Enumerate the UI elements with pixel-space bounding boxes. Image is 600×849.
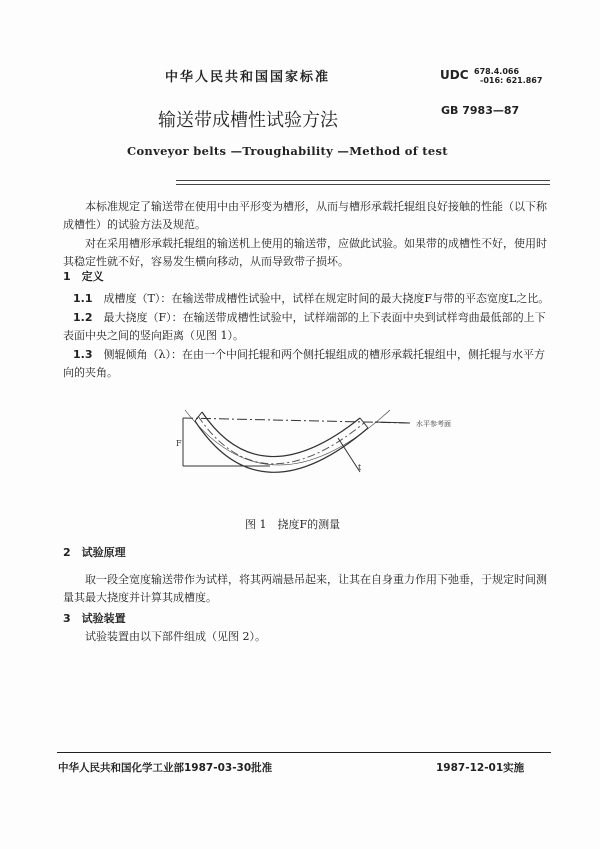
definition-item (63, 309, 553, 345)
item-text: 侧辊倾角（λ）：在由一个中间托辊和两个侧托辊组成的槽形承载托辊组中，侧托辊与水平方向的夹角。 (63, 348, 545, 379)
title-en: Conveyor belts —Troughability —Method of test (127, 144, 448, 158)
standard-type: 中华人民共和国国家标准 (165, 70, 331, 85)
section-paragraph: 取一段全宽度输送带作为试样，将其两端悬吊起来，让其在自身重力作用下弛垂，于规定时间测量其最大挠度并计算其成槽度。 (63, 573, 547, 604)
section-paragraph: 试验装置由以下部件组成（见图 2）。 (85, 630, 266, 643)
gb-number: GB 7983—87 (441, 104, 520, 117)
definition-item (63, 346, 553, 382)
footer-rule (57, 752, 551, 753)
item-text: 成槽度（T）：在输送带成槽性试验中，试样在规定时间的最大挠度F与带的平态宽度L之比。 (103, 292, 550, 305)
item-number: 1.1 (73, 292, 93, 305)
rule (176, 184, 550, 185)
udc-code-1: 678.4.066 (474, 67, 520, 76)
section-heading: 1 定义 (63, 270, 104, 283)
label-t: t (358, 463, 362, 472)
figure-caption: 图 1 挠度F的测量 (245, 518, 341, 531)
intro-paragraph: 本标准规定了输送带在使用中由平形变为槽形，从而与槽形承载托辊组良好接触的性能（以下称成槽性）的试验方法及规范。 (63, 200, 547, 231)
item-text: 最大挠度（F）：在输送带成槽性试验中，试样端部的上下表面中央到试样弯曲最低部的上下表面中央之间的竖向距离（见图 1）。 (63, 311, 546, 342)
item-number: 1.2 (73, 311, 93, 324)
udc-label: UDC (440, 68, 469, 82)
udc-code-2: -016: 621.867 (480, 76, 543, 85)
implementation-date: 1987-12-01实施 (436, 762, 525, 774)
reference-plane-label: 水平参考面 (416, 420, 451, 428)
rule (176, 180, 550, 181)
section-heading: 2 试验原理 (63, 546, 126, 559)
intro-paragraph: 对在采用槽形承载托辊组的输送机上使用的输送带，应做此试验。如果带的成槽性不好，使用时其稳定性就不好，容易发生横向移动，从而导致带子损坏。 (63, 237, 547, 268)
definition-item (63, 290, 553, 308)
figure-1-deflection-diagram (150, 390, 480, 500)
label-F: F (176, 439, 182, 448)
section-heading: 3 试验装置 (63, 612, 126, 625)
title-cn: 输送带成槽性试验方法 (158, 110, 338, 131)
approval-text: 中华人民共和国化学工业部1987-03-30批准 (58, 762, 273, 774)
item-number: 1.3 (73, 348, 93, 361)
